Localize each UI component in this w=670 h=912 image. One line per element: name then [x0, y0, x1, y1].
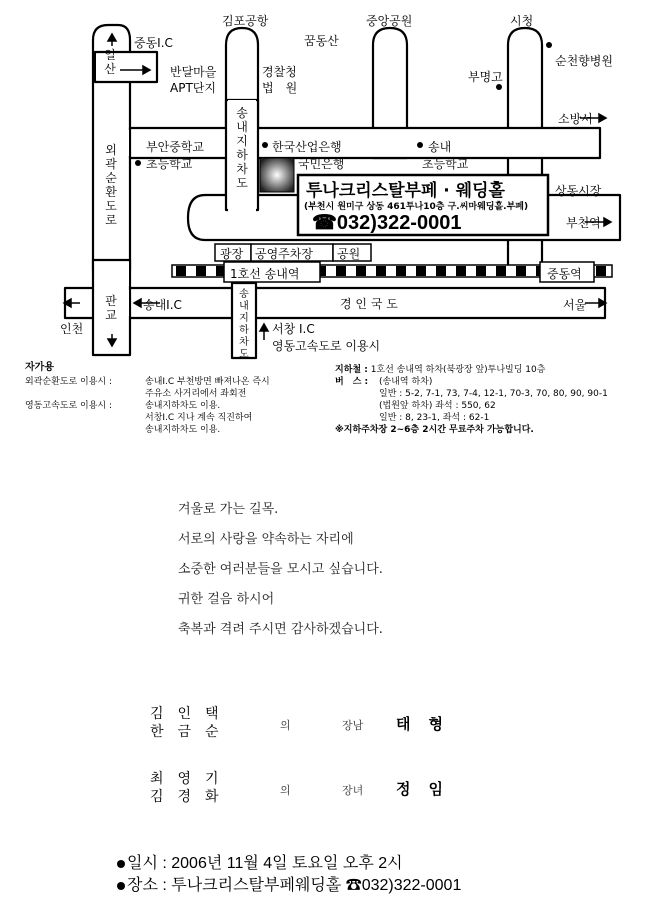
marker-dot — [417, 142, 423, 148]
father-name: 최영기 — [150, 771, 233, 787]
particle: 의 — [280, 719, 291, 732]
label-jungdong-station: 중동역 — [547, 267, 582, 281]
label-square: 광장 — [220, 247, 244, 261]
label-panggyo: 판교 — [105, 294, 117, 322]
label-police: 경찰청 — [262, 65, 297, 79]
label-city-hall: 시청 — [510, 14, 534, 28]
particle: 의 — [280, 784, 291, 797]
rail-tie — [176, 266, 186, 276]
car-row-line: 서창I.C 지나 계속 직진하여 — [145, 413, 253, 423]
bus-line: 일반 : 5-2, 7-1, 73, 7-4, 12-1, 70-3, 70, 80, 90, 90-1 — [379, 389, 608, 399]
car-row-label: 외곽순환도로 이용시 : — [25, 377, 113, 387]
label-jungang-park: 중앙공원 — [366, 14, 413, 28]
family-list — [150, 703, 490, 833]
rail-tie — [516, 266, 526, 276]
car-row-text — [145, 412, 252, 436]
poem-line: 축복과 격려 주시면 감사하겠습니다. — [178, 622, 383, 637]
poem-line: 겨울로 가는 길목. — [178, 502, 279, 517]
label-gyeongin-road: 경 인 국 도 — [340, 297, 398, 311]
label-elementary-1: 초등학교 — [146, 157, 193, 171]
venue-phone: ☎032)322-0001 — [312, 212, 462, 234]
car-row — [25, 376, 270, 400]
father-name: 김인택 — [150, 706, 233, 722]
label-gimpo-airport: 김포공항 — [222, 14, 269, 28]
venue-name: 투나크리스탈부페 · 웨딩홀 — [306, 181, 505, 201]
label-seoul: 서울 — [563, 298, 587, 312]
label-underpass-bottom: 송내지하차도 — [239, 289, 249, 360]
label-korea-bank: 한국산업은행 — [272, 140, 342, 154]
rail-tie — [436, 266, 446, 276]
car-title: 자가용 — [25, 362, 54, 373]
label-court: 법 원 — [262, 81, 298, 95]
car-row-line: 주유소 사거리에서 좌회전 — [145, 389, 247, 399]
rail-tie — [396, 266, 406, 276]
mother-name: 김경화 — [150, 789, 233, 805]
poem-line: 귀한 걸음 하시어 — [178, 592, 275, 607]
car-row — [25, 412, 270, 436]
poem-line: 소중한 여러분들을 모시고 싶습니다. — [178, 562, 383, 577]
label-yeongdong: 영동고속도로 이용시 — [272, 339, 381, 353]
car-row-label: 영동고속도로 이용시 : — [25, 401, 113, 411]
rail-tie — [336, 266, 346, 276]
child-name: 정임 — [396, 780, 461, 798]
venue-building-icon — [260, 158, 294, 192]
label-outer-ring: 외곽순환도로 — [105, 143, 117, 227]
subway-label: 지하철 : — [335, 365, 368, 375]
label-buan-middle: 부안중학교 — [146, 140, 204, 154]
rail-tie — [196, 266, 206, 276]
bus-line: (송내역 하차) — [379, 377, 433, 387]
label-incheon: 인천 — [60, 322, 84, 336]
family-row — [150, 768, 490, 833]
label-song: 송내 — [428, 140, 452, 154]
rail-tie — [476, 266, 486, 276]
rail-tie — [456, 266, 466, 276]
label-seochang-ic: 서창 I.C — [272, 322, 315, 336]
label-underpass-top: 송내지하차도 — [236, 106, 248, 190]
transit-directions — [335, 364, 608, 436]
car-row — [25, 400, 270, 412]
rail-tie — [496, 266, 506, 276]
family-row — [150, 703, 490, 768]
rail-tie — [596, 266, 606, 276]
car-row-label — [25, 412, 145, 436]
rail-tie — [416, 266, 426, 276]
label-public-parking: 공영주차장 — [255, 247, 313, 261]
venue-address: (부천시 원미구 상동 461투나10층 구.씨마웨딩홀.부페) — [304, 202, 529, 212]
relation: 장남 — [342, 719, 364, 732]
marker-dot — [262, 142, 268, 148]
bus-line: (법원앞 하차) 좌석 : 550, 62 — [379, 401, 496, 411]
label-sosabang: 소방서 — [558, 112, 593, 126]
invitation-poem — [178, 498, 383, 648]
label-bucheon-high: 부명고 — [468, 70, 503, 84]
label-ilsan: 일산 — [104, 48, 116, 76]
label-songnae-ic: 송내I.C — [143, 298, 182, 312]
bus-label: 버 스 : — [335, 377, 369, 387]
label-soonchunhyang: 순천향병원 — [555, 54, 613, 68]
label-jungdong-ic: 중동I.C — [134, 36, 173, 50]
label-sangdong-market: 상동시장 — [555, 184, 602, 198]
marker-dot — [546, 42, 552, 48]
relation: 장녀 — [342, 784, 364, 797]
car-row-text — [145, 376, 270, 400]
poem-line: 서로의 사랑을 약속하는 자리에 — [178, 532, 354, 547]
label-bandal-2: APT단지 — [170, 81, 216, 95]
parking-note: ※지하주차장 2~6층 2시간 무료주차 가능합니다. — [335, 425, 534, 435]
car-row-text — [145, 400, 220, 412]
child-name: 태형 — [396, 715, 461, 733]
event-place: 장소 : 투나크리스탈부페웨딩홀 ☎032)322-0001 — [117, 872, 461, 895]
car-row-line: 송내I.C 부천방면 빠져나온 즉시 — [145, 377, 270, 387]
car-directions — [25, 362, 270, 436]
event-date: 일시 : 2006년 11월 4일 토요일 오후 2시 — [117, 850, 403, 873]
label-bucheon-station: 부천역 — [566, 216, 601, 230]
rail-tie — [356, 266, 366, 276]
rail-tie — [376, 266, 386, 276]
label-line1-songnae: 1호선 송내역 — [230, 267, 300, 281]
label-kkumdongsan: 꿈동산 — [304, 34, 339, 48]
car-row-line: 송내지하차도 이용. — [145, 425, 221, 435]
label-park: 공원 — [337, 247, 361, 261]
subway-text: 1호선 송내역 하차(북광장 앞)투나빌딩 10층 — [370, 365, 546, 375]
bus-line: 일반 : 8, 23-1, 좌석 : 62-1 — [379, 413, 490, 423]
label-kookmin-bank: 국민은행 — [298, 157, 345, 171]
label-bandal-1: 반달마을 — [170, 65, 217, 79]
marker-dot — [135, 160, 141, 166]
label-elementary-2: 초등학교 — [422, 157, 469, 171]
mother-name: 한금순 — [150, 724, 233, 740]
car-row-line: 송내지하차도 이용. — [145, 401, 221, 411]
